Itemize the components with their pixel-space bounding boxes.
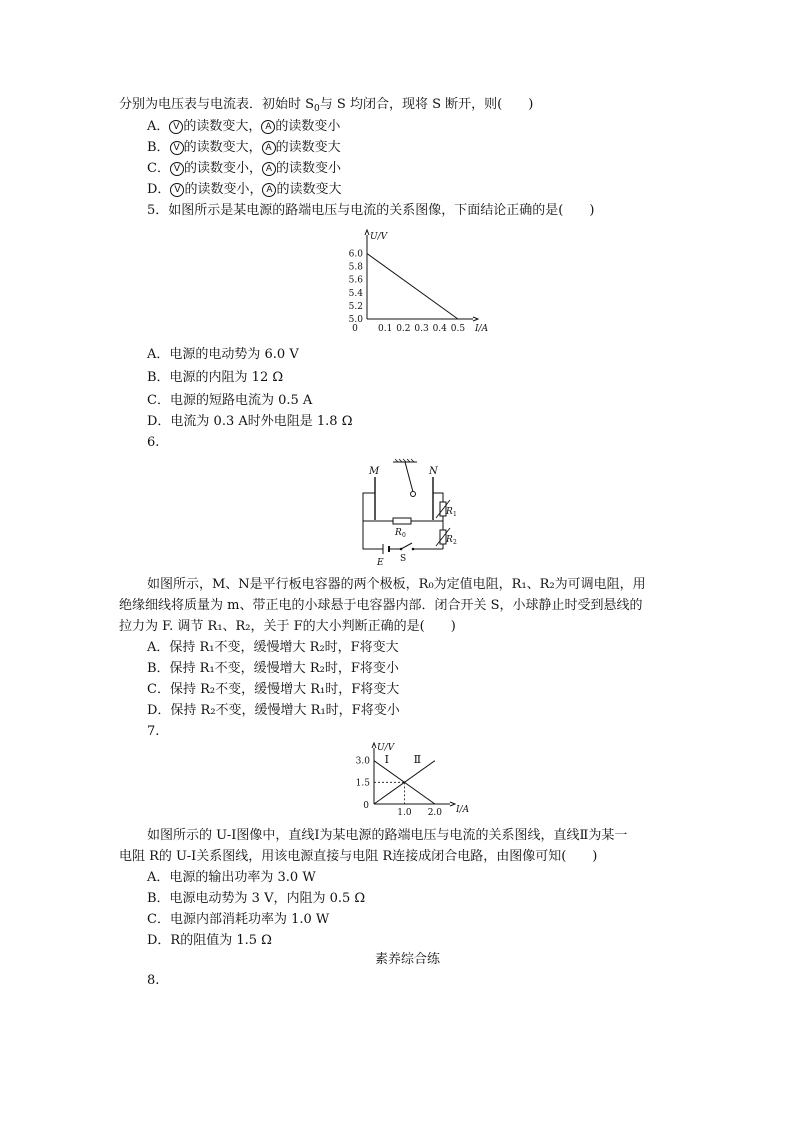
y-tick-label: 5.8 bbox=[348, 262, 363, 273]
voltmeter-icon: V bbox=[170, 183, 184, 197]
q4-option-c bbox=[147, 159, 341, 179]
label-r0-sub: 0 bbox=[402, 532, 406, 539]
option-text: 的读数变大 bbox=[275, 140, 341, 155]
x-tick-label: 0 bbox=[352, 324, 358, 334]
label-e: E bbox=[377, 558, 384, 568]
ammeter-icon: A bbox=[262, 162, 276, 176]
q7-chart bbox=[350, 744, 480, 818]
q6-number: 6. bbox=[147, 435, 160, 450]
q5-option-a: A．电源的电动势为 6.0 V bbox=[147, 347, 299, 362]
series-line bbox=[367, 254, 458, 319]
section-title: 素养综合练 bbox=[375, 952, 441, 967]
q7-option-b: B．电源电动势为 3 V，内阻为 0.5 Ω bbox=[147, 891, 366, 906]
voltmeter-icon: V bbox=[170, 141, 184, 155]
y-tick-label: 6.0 bbox=[348, 249, 363, 260]
y-axis-label: U/V bbox=[370, 232, 388, 242]
y-tick-label: 5.2 bbox=[348, 301, 363, 312]
voltmeter-icon: V bbox=[169, 120, 183, 134]
x-axis-label: I/A bbox=[456, 805, 470, 815]
x-axis-label: I/A bbox=[475, 324, 489, 334]
q5-option-c: C．电源的短路电流为 0.5 A bbox=[147, 393, 313, 408]
q6-stem-line-1: 如图所示，M、N是平行板电容器的两个极板，R₀为定值电阻，R₁、R₂为可调电阻，用 bbox=[147, 577, 646, 592]
label-n: N bbox=[429, 466, 438, 477]
q5-option-b: B．电源的内阻为 12 Ω bbox=[147, 370, 284, 385]
y-tick-label: 5.6 bbox=[348, 275, 363, 286]
q4-stem-rest: 与 S 均闭合，现将 S 断开，则( ) bbox=[319, 97, 534, 112]
q7-stem-line-1: 如图所示的 U-I图像中，直线Ⅰ为某电源的路端电压与电流的关系图线，直线Ⅱ为某一 bbox=[147, 828, 628, 843]
x-tick-label: 0.2 bbox=[396, 324, 411, 334]
option-text: 的读数变大 bbox=[276, 182, 342, 197]
x-tick-label: 2.0 bbox=[427, 808, 443, 818]
x-tick-label: 0.3 bbox=[414, 324, 429, 334]
q7-number: 7. bbox=[147, 724, 160, 739]
x-tick-label: 0.5 bbox=[450, 324, 466, 334]
q6-option-b: B．保持 R₁不变，缓慢增大 R₂时，F将变小 bbox=[147, 661, 399, 676]
label-r2: R bbox=[446, 535, 453, 545]
suspension-thread bbox=[405, 462, 413, 492]
label-r2-sub: 2 bbox=[453, 539, 457, 546]
q4-option-b bbox=[147, 138, 341, 158]
q8-number: 8. bbox=[147, 973, 160, 988]
y-tick-label: 5.4 bbox=[348, 288, 363, 299]
ammeter-icon: A bbox=[262, 183, 276, 197]
label-r0: R bbox=[395, 528, 402, 538]
q4-stem bbox=[119, 95, 533, 115]
q5-chart bbox=[325, 229, 489, 335]
q7-option-a: A．电源的输出功率为 3.0 W bbox=[147, 870, 316, 885]
q6-stem-line-2: 绝缘细线将质量为 m、带正电的小球悬于电容器内部．闭合开关 S，小球静止时受到悬线的 bbox=[119, 598, 643, 613]
ammeter-icon: A bbox=[261, 120, 275, 134]
q5-chart-plot bbox=[349, 230, 489, 334]
option-letter: C． bbox=[147, 161, 170, 176]
voltmeter-icon: V bbox=[170, 162, 184, 176]
label-s: S bbox=[400, 554, 407, 564]
x-axis-arrow bbox=[473, 317, 478, 321]
y-axis-label: U/V bbox=[377, 743, 395, 753]
q6-stem-line-3: 拉力为 F. 调节 R₁、R₂，关于 F的大小判断正确的是( ) bbox=[119, 619, 456, 634]
q6-circuit-diagram bbox=[355, 457, 475, 569]
y-tick-label: 3.0 bbox=[355, 756, 370, 767]
origin-label: 0 bbox=[363, 801, 369, 811]
q5-option-d: D．电流为 0.3 A时外电阻是 1.8 Ω bbox=[147, 414, 353, 429]
q7-option-c: C．电源内部消耗功率为 1.0 W bbox=[147, 912, 330, 927]
charged-ball bbox=[411, 492, 416, 497]
series-label-1: Ⅰ bbox=[384, 752, 390, 766]
y-axis-arrow bbox=[372, 743, 376, 748]
q7-option-d: D．R的阻值为 1.5 Ω bbox=[147, 933, 272, 948]
switch-contact-right bbox=[412, 548, 415, 551]
series-label-2: Ⅱ bbox=[413, 752, 422, 766]
label-r1: R bbox=[446, 507, 453, 517]
option-text: 的读数变小 bbox=[275, 161, 341, 176]
option-text: 的读数变小 bbox=[275, 119, 341, 134]
q7-stem-line-2: 电阻 R的 U-I关系图线，用该电源直接与电阻 R连接成闭合电路，由图像可知( ) bbox=[119, 849, 598, 864]
q5-stem: 5．如图所示是某电源的路端电压与电流的关系图像，下面结论正确的是( ) bbox=[147, 203, 595, 218]
x-tick-label: 0.4 bbox=[432, 324, 447, 334]
ammeter-icon: A bbox=[262, 141, 276, 155]
option-letter: D． bbox=[147, 182, 171, 197]
option-text: 的读数变小， bbox=[184, 182, 263, 197]
y-tick-label: 1.5 bbox=[355, 778, 370, 789]
q6-option-d: D．保持 R₂不变，缓慢增大 R₁时，F将变小 bbox=[147, 703, 400, 718]
option-text: 的读数变小， bbox=[183, 161, 262, 176]
q6-option-a: A．保持 R₁不变，缓慢增大 R₂时，F将变大 bbox=[147, 640, 399, 655]
option-letter: B． bbox=[147, 140, 170, 155]
q4-option-a bbox=[147, 117, 340, 137]
label-r1-sub: 1 bbox=[453, 511, 457, 518]
option-letter: A． bbox=[147, 119, 170, 134]
q4-stem-text: 分别为电压表与电流表．初始时 S bbox=[119, 97, 315, 112]
q6-option-c: C．保持 R₂不变，缓慢增大 R₁时，F将变大 bbox=[147, 682, 400, 697]
q4-s0-sub: 0 bbox=[314, 104, 320, 114]
x-tick-label: 1.0 bbox=[397, 808, 412, 818]
q7-chart-plot bbox=[356, 743, 470, 818]
resistor-r0 bbox=[393, 518, 411, 524]
label-m: M bbox=[369, 466, 380, 477]
x-axis-arrow bbox=[450, 802, 455, 806]
option-text: 的读数变大， bbox=[183, 119, 262, 134]
switch-blade bbox=[401, 543, 412, 549]
x-tick-label: 0.1 bbox=[378, 324, 393, 334]
y-tick-label: 5.0 bbox=[348, 315, 363, 325]
y-axis-arrow bbox=[365, 230, 369, 235]
q4-option-d bbox=[147, 180, 341, 200]
option-text: 的读数变大， bbox=[183, 140, 262, 155]
